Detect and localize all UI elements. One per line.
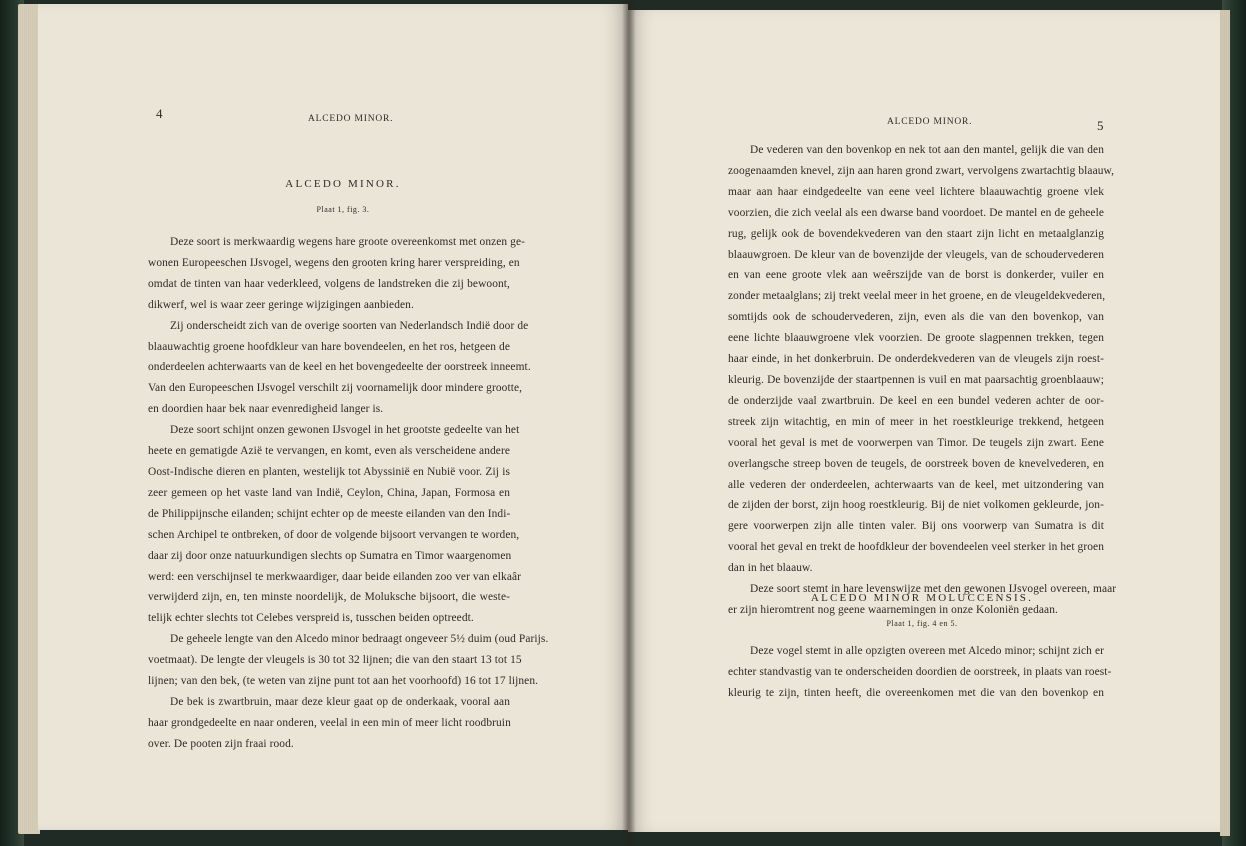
text-line: Deze soort stemt in hare levenswijze met den gewonen IJsvogel overeen, maar: [750, 583, 1117, 596]
left-page: [38, 4, 628, 830]
text-line: dan in het blaauw.: [728, 562, 813, 575]
right-page: [628, 10, 1220, 832]
text-line: gere voorwerpen zijn alle tinten valer. Bij ons voorwerp van Sumatra is dit: [728, 520, 1104, 533]
text-line: Deze vogel stemt in alle opzigten overeen met Alcedo minor; schijnt zich er: [750, 645, 1104, 657]
text-line: omdat de tinten van haar vederkleed, volgens de landstreken die zij bewoont,: [148, 277, 510, 290]
text-line: zeer gemeen op het vaste land van Indië, Ceylon, China, Japan, Formosa en: [148, 486, 510, 499]
text-line: heete en gematigde Azië te vervangen, en komt, even als verscheidene andere: [148, 445, 510, 458]
text-line: Deze soort is merkwaardig wegens hare groote overeenkomst met onzen ge-: [170, 236, 526, 248]
text-line: daar zij door onze natuurkundigen slechts op Sumatra en Timor waargenomen: [148, 549, 512, 562]
text-line: haar einde, in het donkerbruin. De onderdekvederen van de vleugels zijn roest-: [728, 353, 1104, 366]
text-line: De geheele lengte van den Alcedo minor bedraagt ongeveer 5½ duim (oud Parijs.: [170, 633, 549, 646]
text-line: haar grondgedeelte en naar onderen, veelal in een min of meer licht roodbruin: [148, 716, 511, 729]
text-line: verwijderd zijn, en, ten minste noordelijk, de Moluksche bijsoort, die weste-: [148, 591, 510, 604]
text-line: overlangsche streep boven de teugels, de oorstreek boven de knevelvederen, en: [728, 457, 1104, 470]
page-stack-right: [1220, 10, 1230, 836]
text-line: en van eene groote vlek aan weêrszijde van de borst is donkerder, vuiler en: [728, 269, 1104, 282]
text-line: de zijden der borst, zijn hoog roestkleurig. Bij de niet volkomen gekleurde, jon-: [728, 499, 1104, 512]
text-line: alle vederen der onderdeelen, achterwaarts van de keel, met uitzondering van: [728, 478, 1104, 491]
text-line: maar aan haar eindgedeelte van eene veel lichtere blaauwachtig groene vlek: [728, 185, 1104, 198]
text-line: vooral het geval en trekt de hoofdkleur der bovendeelen veel sterker in het groen: [728, 541, 1104, 554]
text-line: wonen Europeeschen IJsvogel, wegens den grooten kring harer verspreiding, en: [148, 256, 520, 269]
text-line: voorzien, die zich veelal als een dwarse band voordoet. De mantel en de geheele: [728, 206, 1104, 219]
plate-reference: Plaat 1, fig. 4 en 5.: [886, 619, 958, 628]
text-line: en doordien haar bek naar evenredigheid langer is.: [148, 403, 384, 416]
text-line: blaauwgroen. De kleur van de bovenzijde der vleugels, van de schoudervederen: [728, 248, 1104, 261]
text-line: schen Archipel te ontbreken, of door de volgende bijsoort vervangen te worden,: [148, 528, 520, 541]
page-number: 5: [1097, 118, 1104, 133]
body-text: [148, 232, 549, 755]
body-text: [728, 641, 1112, 704]
text-line: kleurig. De bovenzijde der staartpennen is vuil en mat paarsachtig groenblaauw;: [728, 373, 1104, 386]
text-line: Van den Europeeschen IJsvogel verschilt zij voornamelijk door mindere grootte,: [148, 382, 523, 395]
text-line: dikwerf, wel is waar zeer geringe wijzigingen aanbieden.: [148, 298, 414, 311]
text-line: voetmaat). De lengte der vleugels is 30 tot 32 lijnen; die van den staart 13 tot 15: [148, 654, 522, 667]
running-head: ALCEDO MINOR.: [887, 117, 973, 127]
text-line: lijnen; van den bek, (te weten van zijne punt tot aan het voorhoofd) 16 tot 17 lijnen.: [148, 675, 539, 688]
text-line: streek zijn witachtig, en min of meer in het roestkleurige trekkend, hetgeen: [728, 415, 1104, 428]
text-line: telijk echter slechts tot Celebes verspreid is, tusschen beiden optreedt.: [148, 612, 474, 625]
page-stack-left: [18, 4, 40, 834]
text-line: onderdeelen achterwaarts van de keel en het bovengedeelte der oorstreek inneemt.: [148, 361, 531, 374]
text-line: er zijn hieromtrent nog geene waarnemingen in onze Koloniën gedaan.: [728, 603, 1058, 616]
text-line: werd: een verschijnsel te merkwaardiger, daar beide eilanden zoo ver van elkaâr: [148, 570, 522, 583]
text-line: Deze soort schijnt onzen gewonen IJsvogel in het grootste gedeelte van het: [170, 424, 520, 437]
text-line: de Philippijnsche eilanden; schijnt echter op de meeste eilanden van den Indi-: [148, 507, 511, 520]
text-line: over. De pooten zijn fraai rood.: [148, 737, 294, 750]
section-title: ALCEDO MINOR.: [285, 178, 401, 190]
body-text: [728, 140, 1117, 621]
text-line: somtijds ook de schoudervederen, zijn, even als die van den bovenkop, van: [728, 311, 1104, 324]
section-title: ALCEDO MINOR MOLUCCENSIS.: [810, 592, 1034, 604]
text-line: zoogenaamden knevel, zijn aan haren grond zwart, vervolgens zwartachtig blaauw,: [728, 164, 1115, 177]
text-line: echter standvastig van te onderscheiden doordien de oorstreek, in plaats van roest-: [728, 665, 1112, 678]
page-number: 4: [156, 106, 163, 121]
text-line: de onderzijde vaal zwartbruin. De keel en een bundel vederen achter de oor-: [728, 394, 1104, 407]
text-line: zonder metaalglans; zij trekt veelal meer in het groene, en de vleugeldekvederen,: [728, 290, 1106, 303]
text-line: De bek is zwartbruin, maar deze kleur gaat op de onderkaak, vooral aan: [170, 695, 510, 708]
text-line: kleurig te zijn, tinten heeft, die overeenkomen met die van den bovenkop en: [728, 686, 1104, 699]
running-head: ALCEDO MINOR.: [308, 114, 394, 124]
text-line: eene lichte blaauwgroene vlek voorzien. De groote slagpennen trekken, tegen: [728, 332, 1104, 345]
text-line: rug, gelijk ook de bovendekvederen van den staart zijn licht en metaalglanzig: [728, 227, 1104, 240]
text-line: vooral het geval is met de voorwerpen van Timor. De teugels zijn zwart. Eene: [728, 436, 1104, 449]
book-gutter: [622, 0, 636, 846]
text-line: Oost-Indische dieren en planten, westelijk tot Abyssinië en Nubië voor. Zij is: [148, 465, 510, 478]
plate-reference: Plaat 1, fig. 3.: [316, 205, 370, 214]
text-line: Zij onderscheidt zich van de overige soorten van Nederlandsch Indië door de: [170, 319, 529, 332]
text-line: De vederen van den bovenkop en nek tot aan den mantel, gelijk die van den: [750, 144, 1104, 156]
text-line: blaauwachtig groene hoofdkleur van hare bovendeelen, en het ros, hetgeen de: [148, 340, 510, 353]
